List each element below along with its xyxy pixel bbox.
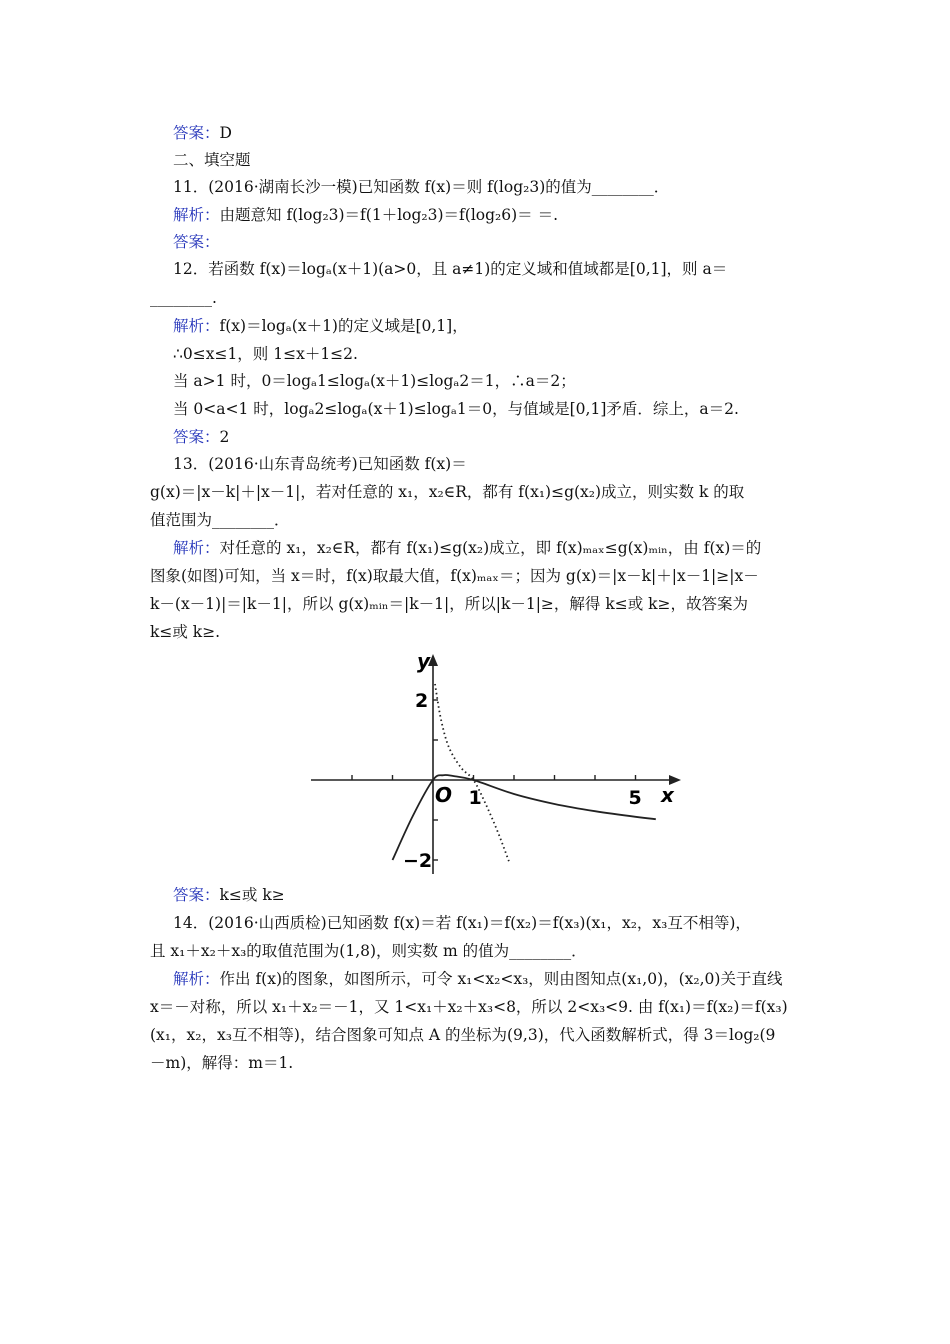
q14-analysis-line3: (x₁，x₂，x₃互不相等)，结合图象可知点 A 的坐标为(9,3)，代入函数解析式，得 3＝log₂(9	[150, 1026, 776, 1044]
analysis-label: 解析：	[173, 539, 220, 557]
analysis-label: 解析：	[173, 317, 220, 335]
q14-analysis-line1	[173, 968, 782, 990]
q12-stem-line2: ________.	[150, 289, 217, 307]
q13-stem-line3: 值范围为________．	[150, 511, 290, 529]
y-axis-label: y	[417, 649, 431, 673]
x-axis-label: x	[661, 783, 674, 807]
q12-analysis-line3: 当 a>1 时，0＝logₐ1≤logₐ(x＋1)≤logₐ2＝1，∴a＝2；	[173, 372, 576, 390]
answer-label: 答案：	[173, 124, 220, 142]
q12-answer	[173, 426, 229, 448]
y-tick-label-2: 2	[415, 690, 429, 712]
x-tick-label-1: 1	[468, 787, 482, 809]
q13-answer	[173, 884, 285, 906]
q14-stem-line1: 14．(2016·山西质检)已知函数 f(x)＝若 f(x₁)＝f(x₂)＝f(x₃)(x₁，x₂，x₃互不相等)，	[173, 914, 751, 932]
q14-analysis-line2: x＝－对称，所以 x₁＋x₂＝－1，又 1<x₁＋x₂＋x₃<8，所以 2<x₃<9. 由 f(x₁)＝f(x₂)＝f(x₃)	[150, 998, 788, 1016]
q12-analysis-line2: ∴0≤x≤1，则 1≤x＋1≤2.	[173, 345, 358, 363]
q11-stem: 11．(2016·湖南长沙一模)已知函数 f(x)＝则 f(log₂3)的值为________．	[173, 178, 670, 196]
y-tick-label-neg2: −2	[403, 850, 433, 872]
q12-analysis-line4: 当 0<a<1 时，logₐ2≤logₐ(x＋1)≤logₐ1＝0，与值域是[0,1]矛盾．综上，a＝2.	[173, 400, 739, 418]
q12-stem-line1: 12．若函数 f(x)＝logₐ(x＋1)(a>0，且 a≠1)的定义域和值域都是[0,1]，则 a＝	[173, 260, 728, 278]
analysis-text: 由题意知 f(log₂3)＝f(1＋log₂3)＝f(log₂6)＝ ＝.	[219, 206, 559, 224]
solid-curve	[393, 775, 656, 860]
q14-analysis-line4: －m)，解得：m＝1.	[150, 1054, 294, 1072]
section-title: 二、填空题	[173, 151, 251, 169]
answer-text: k≤或 k≥	[219, 886, 285, 904]
analysis-text: 对任意的 x₁，x₂∈R，都有 f(x₁)≤g(x₂)成立，即 f(x)ₘₐₓ≤g(x)ₘᵢₙ，由 f(x)＝的	[219, 539, 762, 557]
q14-stem-line2: 且 x₁＋x₂＋x₃的取值范围为(1,8)，则实数 m 的值为________．	[150, 942, 587, 960]
x-tick-label-5: 5	[628, 787, 642, 809]
answer-text: 2	[219, 428, 230, 446]
q13-analysis-line1	[173, 537, 761, 559]
analysis-label: 解析：	[173, 206, 220, 224]
q13-stem-line1: 13．(2016·山东青岛统考)已知函数 f(x)＝	[173, 455, 467, 473]
answer-label: 答案：	[173, 886, 220, 904]
q13-stem-line2: g(x)＝|x－k|＋|x－1|，若对任意的 x₁，x₂∈R，都有 f(x₁)≤g(x₂)成立，则实数 k 的取	[150, 483, 745, 501]
analysis-text: 作出 f(x)的图象，如图所示，可令 x₁<x₂<x₃，则由图知点(x₁,0)，(x₂,0)关于直线	[219, 970, 783, 988]
answer-text: D	[219, 124, 232, 142]
q11-answer	[173, 231, 220, 253]
q13-analysis-line2: 图象(如图)可知，当 x＝时，f(x)取最大值，f(x)ₘₐₓ＝；因为 g(x)＝|x－k|＋|x－1|≥|x－	[150, 567, 759, 585]
dotted-curve	[435, 684, 510, 864]
analysis-label: 解析：	[173, 970, 220, 988]
analysis-text: f(x)＝logₐ(x＋1)的定义域是[0,1]，	[219, 317, 468, 335]
origin-label: O	[435, 783, 453, 807]
answer-label: 答案：	[173, 233, 220, 251]
q12-analysis-line1	[173, 315, 468, 337]
answer-label: 答案：	[173, 428, 220, 446]
q13-analysis-line3: k－(x－1)|＝|k－1|，所以 g(x)ₘᵢₙ＝|k－1|，所以|k－1|≥，解得 k≤或 k≥，故答案为	[150, 595, 749, 613]
function-graph-svg	[305, 648, 685, 880]
q10-answer	[173, 122, 232, 144]
q11-analysis	[173, 204, 558, 226]
q13-analysis-line4: k≤或 k≥.	[150, 623, 221, 641]
function-graph-figure	[305, 648, 685, 880]
